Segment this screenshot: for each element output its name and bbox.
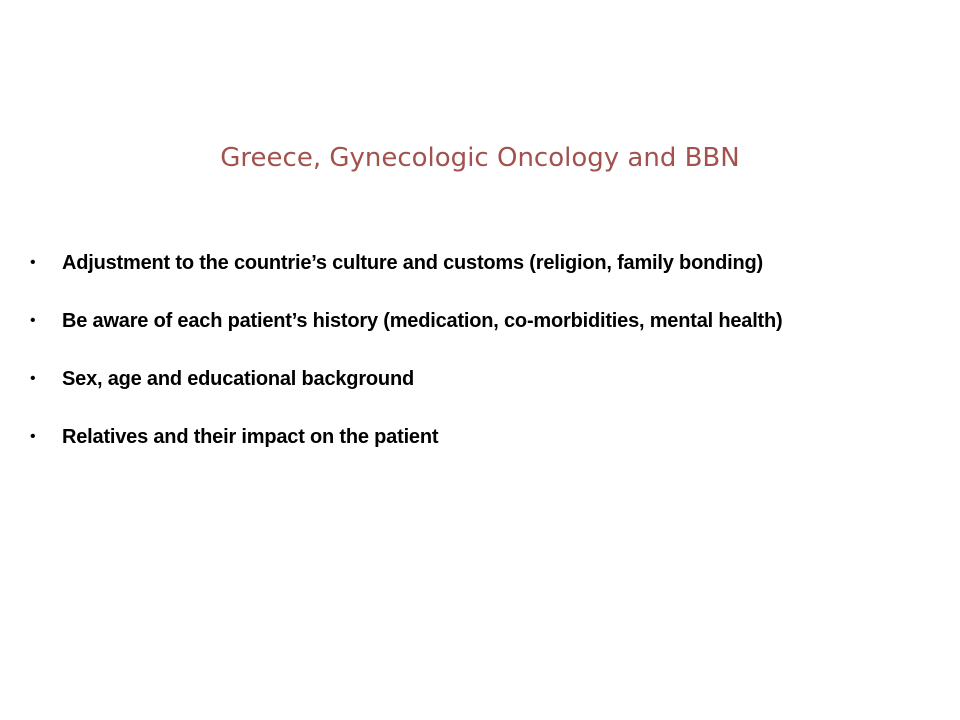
bullet-text: Relatives and their impact on the patient [62,426,439,448]
bullet-item [30,422,950,480]
bullet-item [30,248,950,306]
bullet-text: Be aware of each patient’s history (medication, co-morbidities, mental health) [62,310,783,332]
bullet-marker: • [30,254,36,271]
bullet-marker: • [30,312,36,329]
slide-title: Greece, Gynecologic Oncology and BBN [220,143,740,173]
bullet-marker: • [30,428,36,445]
bullet-list [30,248,950,480]
bullet-item [30,364,950,422]
bullet-text: Adjustment to the countrie’s culture and customs (religion, family bonding) [62,252,763,274]
bullet-text: Sex, age and educational background [62,368,414,390]
bullet-marker: • [30,370,36,387]
bullet-item [30,306,950,364]
